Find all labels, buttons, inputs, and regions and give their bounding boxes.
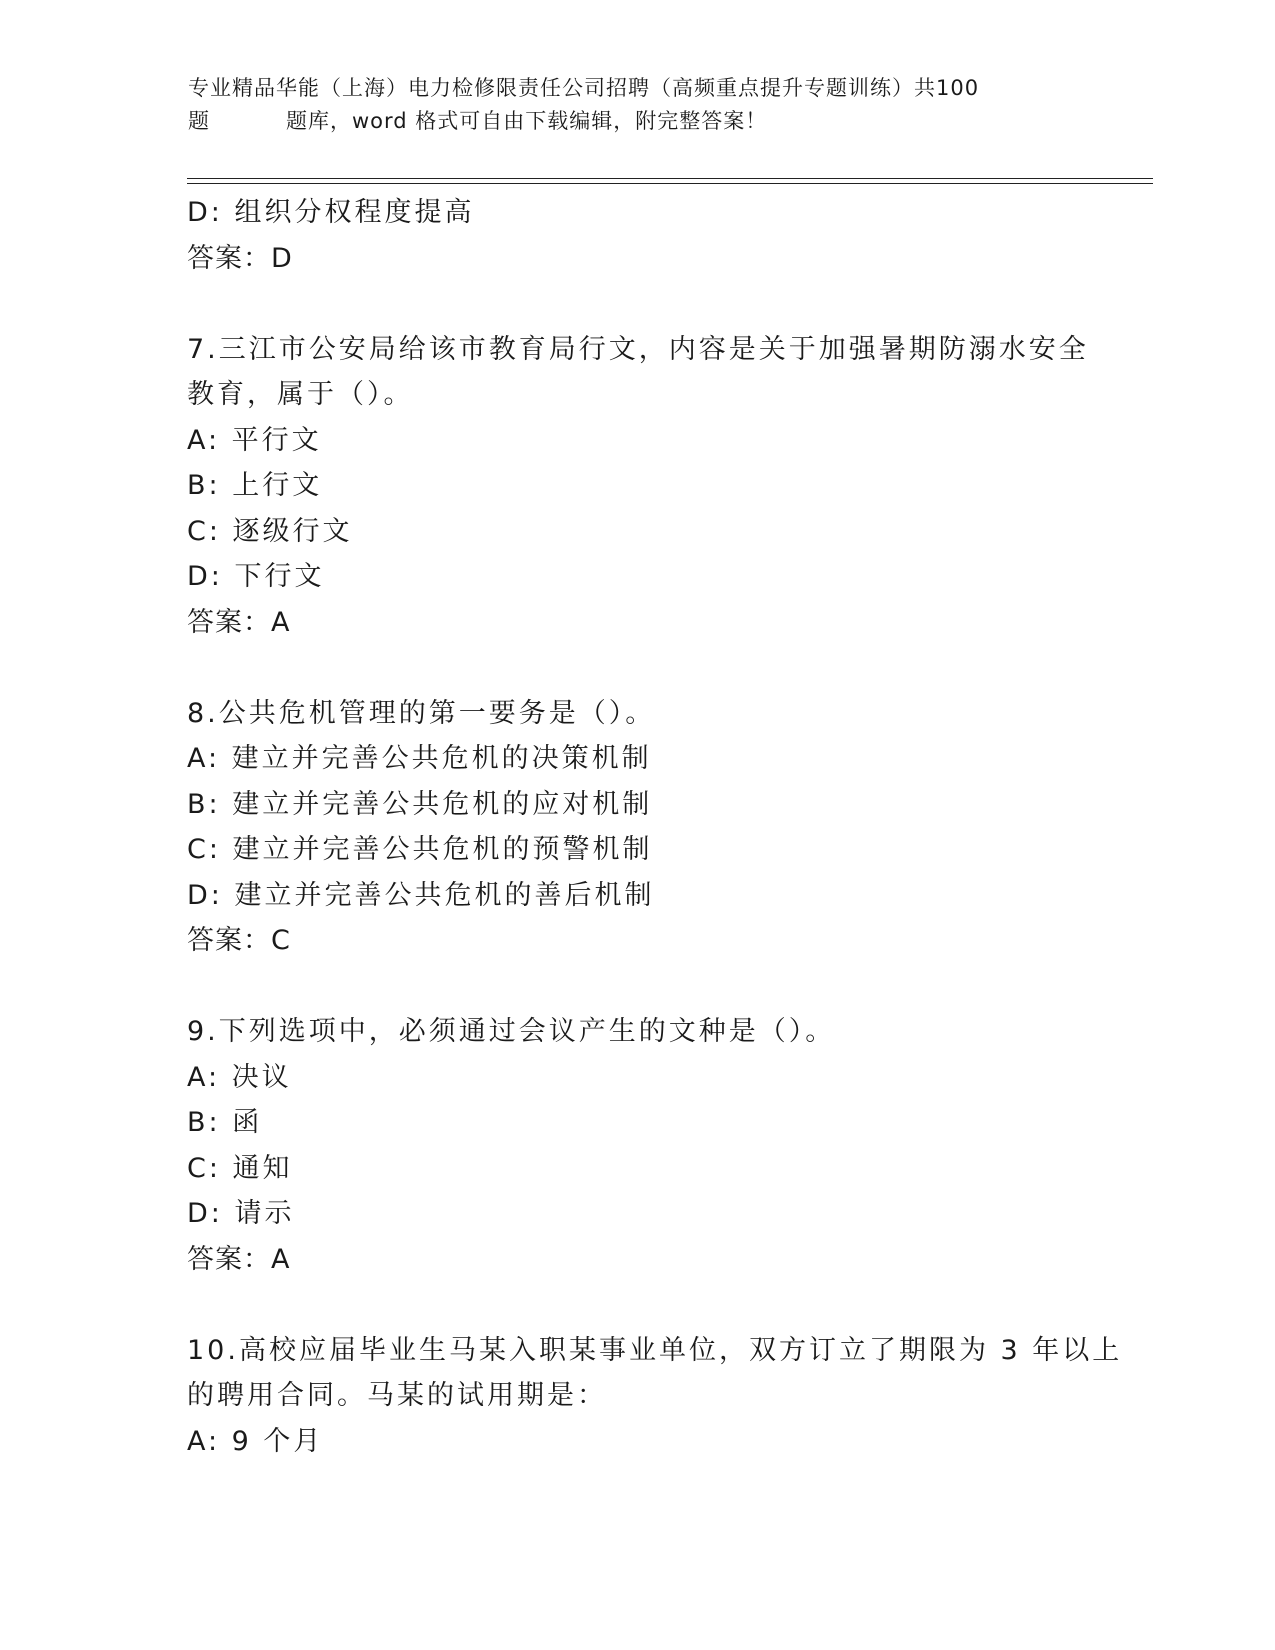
spacer (187, 1282, 1117, 1328)
question-8-stem: 8.公共危机管理的第一要务是（）。 (187, 697, 656, 729)
question-7-stem-line-2: 教育，属于（）。 (187, 379, 414, 410)
answer-line: 答案：D (187, 242, 293, 274)
option-a: A: 平行文 (187, 424, 322, 456)
answer-line: 答案：A (187, 606, 291, 638)
header-title-line-2 (188, 105, 1088, 138)
option-a: A: 建立并完善公共危机的决策机制 (187, 743, 652, 774)
spacer (187, 964, 1117, 1010)
header-divider-top (187, 178, 1153, 179)
option-b: B: 上行文 (187, 470, 323, 501)
option-c: C: 建立并完善公共危机的预警机制 (187, 834, 653, 865)
question-7-stem-line-1: 7.三江市公安局给该市教育局行文，内容是关于加强暑期防溺水安全 (187, 333, 1089, 365)
question-10-stem-line-2: 的聘用合同。马某的试用期是： (187, 1380, 607, 1411)
header-title-line-1: 专业精品华能（上海）电力检修限责任公司招聘（高频重点提升专题训练）共100 (188, 76, 980, 100)
answer-line: 答案：C (187, 925, 291, 956)
option-b: B: 函 (187, 1107, 263, 1138)
document-header (188, 72, 1088, 138)
header-line-2-text: 题库，word 格式可自由下载编辑，附完整答案！ (286, 109, 768, 133)
question-10-stem-line-1: 10.高校应届毕业生马某入职某事业单位，双方订立了期限为 3 年以上 (187, 1334, 1123, 1366)
option-c: C: 通知 (187, 1152, 293, 1184)
option-c: C: 逐级行文 (187, 515, 353, 547)
option-d: D: 建立并完善公共危机的善后机制 (187, 879, 655, 911)
option-d: D: 请示 (187, 1198, 295, 1229)
option-d: D: 组织分权程度提高 (187, 197, 475, 228)
option-b: B: 建立并完善公共危机的应对机制 (187, 788, 653, 820)
option-a: A: 决议 (187, 1061, 292, 1093)
spacer (187, 645, 1117, 691)
header-line-2-lead: 题 (188, 109, 210, 133)
option-d: D: 下行文 (187, 561, 325, 592)
spacer (187, 281, 1117, 327)
option-a: A: 9 个月 (187, 1425, 324, 1457)
answer-line: 答案：A (187, 1243, 291, 1275)
question-9-stem: 9.下列选项中，必须通过会议产生的文种是（）。 (187, 1016, 836, 1047)
question-list (187, 190, 1123, 1464)
header-divider-bottom (187, 183, 1153, 184)
